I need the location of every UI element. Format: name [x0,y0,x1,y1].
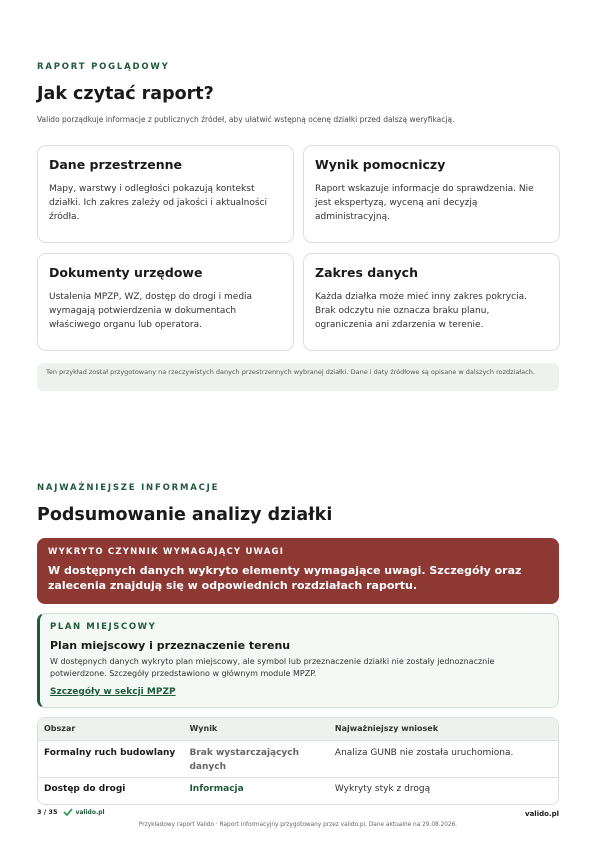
card-title: Dane przestrzenne [49,157,183,172]
page-number: 3 / 35 [37,808,58,816]
valido-logo [63,808,104,816]
footer-left [37,808,105,816]
footer-caption: Przykładowy raport Valido · Raport informacyjny przygotowany przez valido.pl. Dane aktualne na 29.08.2026. [138,822,458,828]
section-eyebrow: RAPORT POGLĄDOWY [37,62,170,72]
info-card-data-scope [303,253,560,351]
summary-title: Podsumowanie analizy działki [37,505,333,525]
plan-text: W dostępnych danych wykryto plan miejscowy, ale symbol lub przeznaczenie działki nie zostały jednoznacznie potwierdzone. Szczegóły przedstawiono w głównym module MPZP. [50,657,495,678]
row-conclusion: Wykryty styk z drogą [334,784,431,794]
plan-title: Plan miejscowy i przeznaczenie terenu [50,639,291,652]
row-result: Brak wystarczających danych [189,748,300,772]
plan-label: PLAN MIEJSCOWY [50,622,157,632]
sample-data-note: Ten przykład został przygotowany na rzeczywistych danych przestrzennych wybranej działki. Dane i daty źródłowe są opisane w dalszych rozdziałach. [37,363,559,391]
table-header-row [38,718,558,740]
table-row [38,740,558,777]
row-area: Formalny ruch budowlany [44,748,176,758]
table-row [38,777,558,804]
card-text: Mapy, warstwy i odległości pokazują kontekst działki. Ich zakres zależy od jakości i aktualności źródła. [49,184,268,222]
info-card-official-documents [37,253,294,351]
card-title: Dokumenty urzędowe [49,265,203,280]
info-card-spatial-data [37,145,294,243]
row-result: Informacja [189,784,244,794]
page-title: Jak czytać raport? [37,84,214,104]
row-conclusion: Analiza GUNB nie została uruchomiona. [334,748,514,758]
mpzp-details-link[interactable]: Szczegóły w sekcji MPZP [50,687,176,697]
card-text: Ustalenia MPZP, WZ, dostęp do drogi i media wymagają potwierdzenia w dokumentach właściwego organu lub operatora. [49,292,253,330]
info-card-helper-result [303,145,560,243]
card-title: Zakres danych [315,265,418,280]
card-title: Wynik pomocniczy [315,157,446,172]
alert-text: W dostępnych danych wykryto elementy wymagające uwagi. Szczegóły oraz zalecenia znajdują się w odpowiednich rozdziałach raportu. [48,564,522,592]
column-header: Najważniejszy wniosek [334,724,439,733]
local-plan-panel [37,613,559,708]
column-header: Obszar [44,724,76,733]
section-eyebrow: NAJWAŻNIEJSZE INFORMACJE [37,483,220,493]
alert-label: WYKRYTO CZYNNIK WYMAGAJĄCY UWAGI [48,547,285,557]
checkmark-logo-icon [63,808,73,816]
intro-text: Valido porządkuje informacje z publicznych źródeł, aby ułatwić wstępną ocenę działki przed dalszą weryfikacją. [37,115,455,124]
summary-table [37,717,559,805]
logo-text: valido.pl [75,808,105,816]
row-area: Dostęp do drogi [44,784,126,794]
footer-site: valido.pl [525,810,559,818]
card-text: Raport wskazuje informacje do sprawdzenia. Nie jest ekspertyzą, wyceną ani decyzją administracyjną. [315,184,534,222]
attention-alert [37,538,559,604]
column-header: Wynik [189,724,218,733]
card-text: Każda działka może mieć inny zakres pokrycia. Brak odczytu nie oznacza braku planu, ograniczenia ani zdarzenia w terenie. [315,292,527,330]
